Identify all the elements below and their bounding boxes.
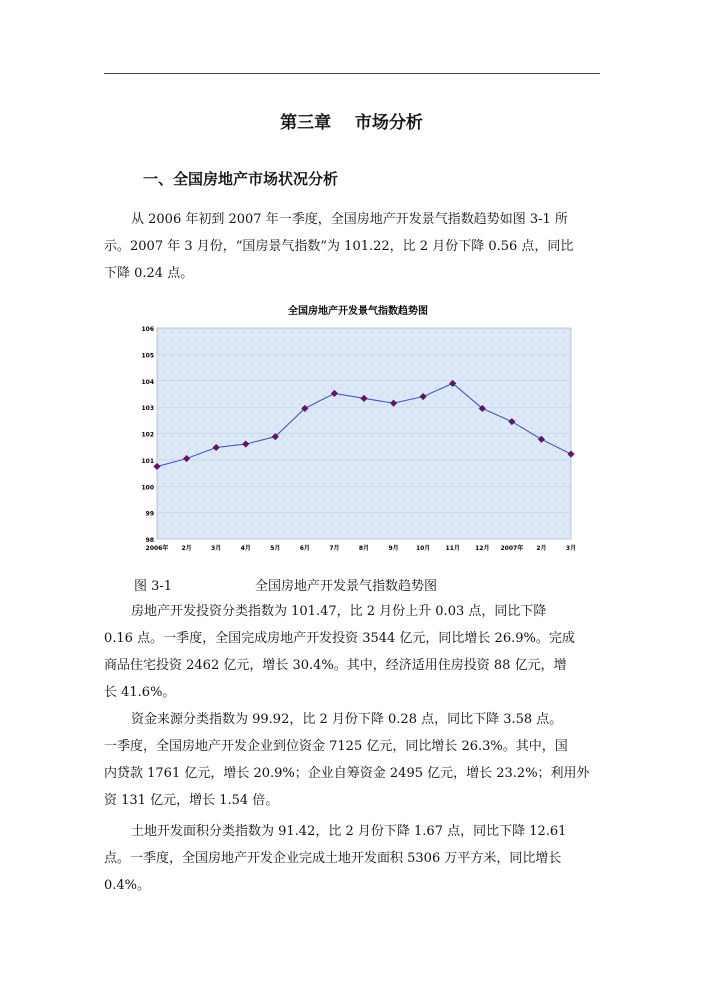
y-tick-label: 101 bbox=[141, 457, 154, 465]
x-tick-label: 2月 bbox=[181, 545, 192, 552]
text-line: 下降 0.24 点。 bbox=[104, 266, 194, 281]
x-tick-label: 4月 bbox=[240, 545, 251, 552]
chart-title: 全国房地产开发景气指数趋势图 bbox=[288, 306, 428, 317]
text-line: 内贷款 1761 亿元，增长 20.9%；企业自筹资金 2495 亿元，增长 23.2%；利用外 bbox=[104, 766, 590, 781]
x-tick-label: 3月 bbox=[565, 545, 577, 552]
x-tick-label: 3月 bbox=[211, 545, 222, 552]
y-tick-label: 104 bbox=[141, 378, 154, 386]
text-line: 长 41.6%。 bbox=[104, 685, 176, 700]
text-line: 房地产开发投资分类指数为 101.47，比 2 月份上升 0.03 点，同比下降 bbox=[131, 604, 547, 619]
x-tick-label: 2月 bbox=[536, 545, 547, 552]
x-tick-label: 11月 bbox=[445, 545, 460, 552]
section-title: 一、全国房地产市场状况分析 bbox=[143, 170, 339, 188]
text-line: 点。一季度，全国房地产开发企业完成土地开发面积 5306 万平方米，同比增长 bbox=[104, 851, 562, 866]
land-paragraph bbox=[104, 818, 600, 899]
y-tick-label: 106 bbox=[141, 326, 154, 333]
text-line: 商品住宅投资 2462 亿元，增长 30.4%。其中，经济适用住房投资 88 亿元，增 bbox=[104, 658, 567, 673]
y-tick-label: 98 bbox=[145, 537, 154, 544]
y-tick-label: 105 bbox=[141, 352, 154, 360]
chapter-title: 第三章 市场分析 bbox=[280, 113, 423, 133]
x-tick-label: 12月 bbox=[475, 545, 490, 552]
investment-paragraph bbox=[104, 598, 600, 706]
header-rule bbox=[104, 73, 600, 74]
text-line: 从 2006 年初到 2007 年一季度，全国房地产开发景气指数趋势如图 3-1 所 bbox=[131, 212, 568, 227]
y-tick-label: 102 bbox=[141, 431, 154, 439]
x-tick-label: 5月 bbox=[270, 545, 281, 552]
x-tick-label: 9月 bbox=[388, 545, 399, 552]
funding-paragraph bbox=[104, 706, 600, 814]
figure-label: 图 3-1 bbox=[134, 579, 173, 594]
text-line: 资 131 亿元，增长 1.54 倍。 bbox=[104, 793, 279, 808]
x-tick-label: 8月 bbox=[358, 545, 370, 552]
text-line: 土地开发面积分类指数为 91.42，比 2 月份下降 1.67 点，同比下降 12.61 bbox=[131, 824, 567, 839]
text-line: 示。2007 年 3 月份，“国房景气指数”为 101.22，比 2 月份下降 0.56 点，同比 bbox=[104, 239, 574, 254]
x-tick-label: 2006年 bbox=[145, 545, 169, 552]
intro-paragraph bbox=[104, 206, 600, 287]
x-tick-label: 2007年 bbox=[500, 545, 524, 552]
trend-chart bbox=[138, 298, 578, 560]
y-tick-label: 100 bbox=[141, 484, 154, 492]
x-tick-label: 7月 bbox=[329, 545, 340, 552]
x-tick-label: 10月 bbox=[415, 545, 431, 552]
text-line: 资金来源分类指数为 99.92，比 2 月份下降 0.28 点，同比下降 3.58 点。 bbox=[131, 712, 563, 727]
y-tick-label: 103 bbox=[141, 405, 154, 413]
x-tick-label: 6月 bbox=[299, 545, 310, 552]
text-line: 一季度，全国房地产开发企业到位资金 7125 亿元，同比增长 26.3%。其中，国 bbox=[104, 739, 568, 754]
figure-caption: 全国房地产开发景气指数趋势图 bbox=[255, 579, 438, 594]
y-tick-label: 99 bbox=[145, 510, 154, 518]
text-line: 0.4%。 bbox=[104, 878, 151, 893]
text-line: 0.16 点。一季度，全国完成房地产开发投资 3544 亿元，同比增长 26.9%。完成 bbox=[104, 631, 575, 646]
